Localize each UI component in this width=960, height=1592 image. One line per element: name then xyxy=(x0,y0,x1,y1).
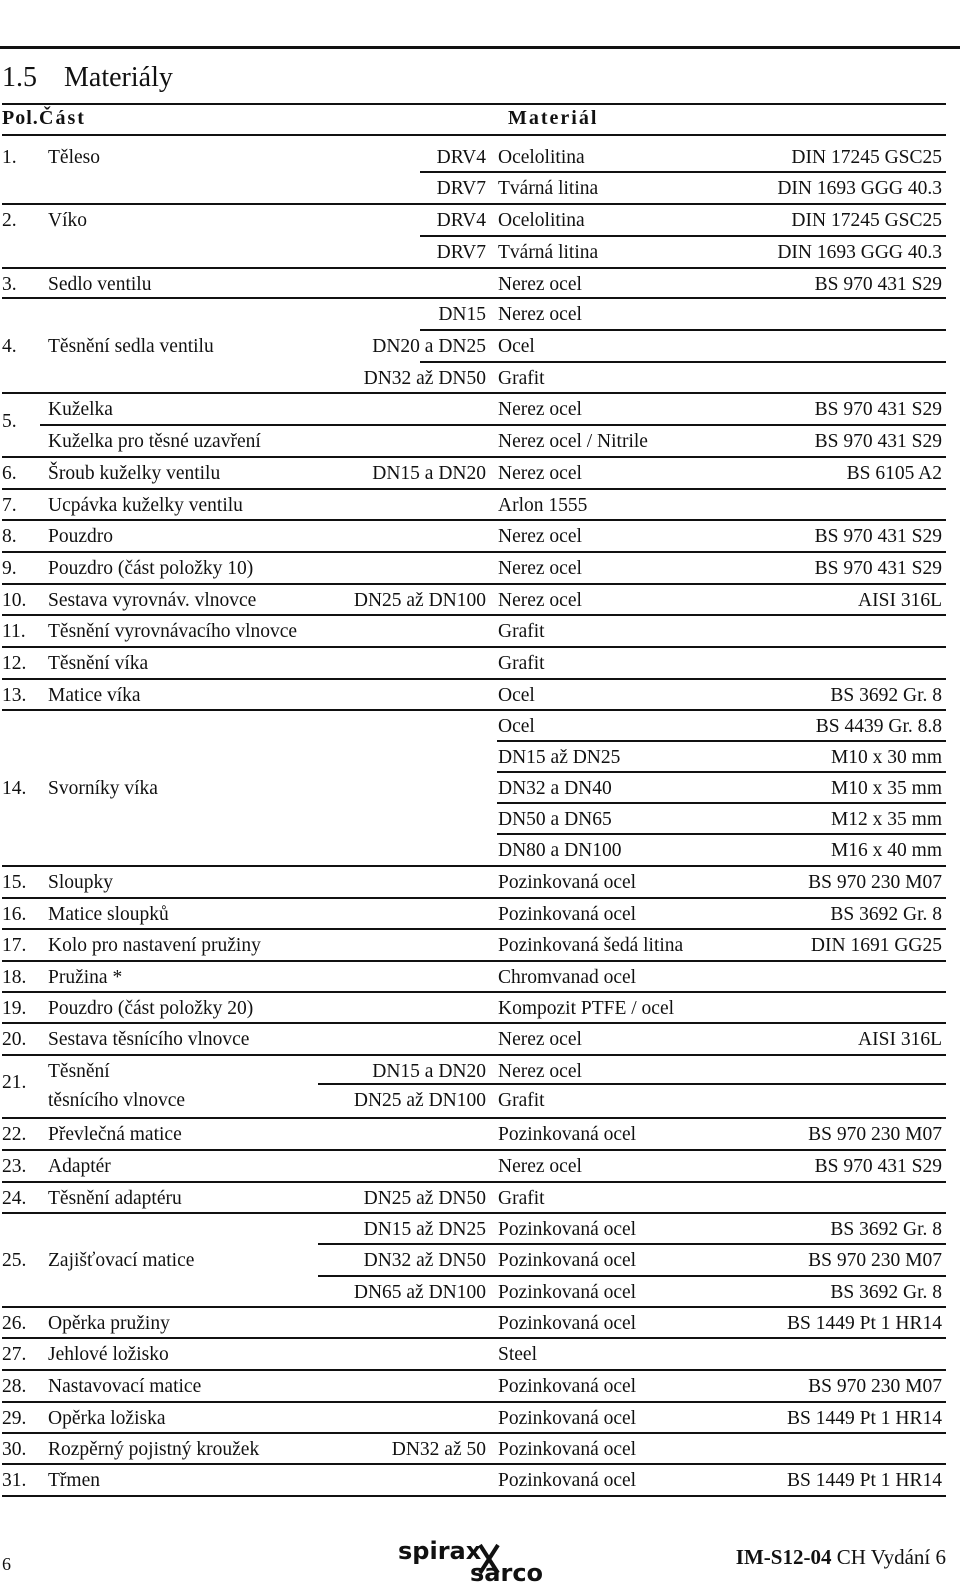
row-rule xyxy=(2,1022,946,1024)
row-material: Grafit xyxy=(498,621,545,642)
row-rule xyxy=(2,1432,946,1434)
row-standard: BS 3692 Gr. 8 xyxy=(830,1219,942,1240)
row-rule xyxy=(2,392,946,394)
row-standard: BS 1449 Pt 1 HR14 xyxy=(787,1470,942,1491)
row-standard: M12 x 35 mm xyxy=(830,809,942,830)
row-part: Jehlové ložisko xyxy=(48,1344,169,1365)
row-position: 27. xyxy=(2,1344,27,1365)
row-rule xyxy=(2,1212,946,1214)
row-standard: BS 970 431 S29 xyxy=(814,431,942,452)
row-rule xyxy=(420,329,946,331)
spirax-sarco-logo xyxy=(398,1537,558,1583)
row-rule xyxy=(318,1275,946,1277)
row-rule xyxy=(318,1243,946,1245)
header-bottom-rule xyxy=(2,134,946,136)
row-position: 25. xyxy=(2,1250,27,1271)
row-material: Nerez ocel xyxy=(498,399,582,420)
row-position: 18. xyxy=(2,967,27,988)
row-material: Grafit xyxy=(498,1090,545,1111)
row-material: Pozinkovaná ocel xyxy=(498,1282,637,1303)
document-reference xyxy=(736,1545,946,1570)
row-rule xyxy=(2,1306,946,1308)
row-part: Pouzdro (část položky 20) xyxy=(48,998,254,1019)
row-material: Pozinkovaná ocel xyxy=(498,1376,637,1397)
row-rule xyxy=(2,678,946,680)
row-material: Tvárná litina xyxy=(498,178,599,199)
row-rule xyxy=(2,614,946,616)
page-number: 6 xyxy=(2,1554,11,1574)
row-position: 22. xyxy=(2,1124,27,1145)
row-part: Svorníky víka xyxy=(48,778,158,799)
row-part: Sestava těsnícího vlnovce xyxy=(48,1029,250,1050)
row-position: 20. xyxy=(2,1029,27,1050)
row-position: 14. xyxy=(2,778,27,799)
row-material: Pozinkovaná ocel xyxy=(498,1250,637,1271)
row-rule xyxy=(497,740,946,742)
row-material: Pozinkovaná ocel xyxy=(498,872,637,893)
row-position: 23. xyxy=(2,1156,27,1177)
row-material: Pozinkovaná ocel xyxy=(498,1439,637,1460)
row-material: Pozinkovaná ocel xyxy=(498,904,637,925)
row-rule xyxy=(2,991,946,993)
row-standard: BS 970 230 M07 xyxy=(808,1124,942,1145)
row-part: Víko xyxy=(48,210,87,231)
row-part: Kolo pro nastavení pružiny xyxy=(48,935,261,956)
row-rule xyxy=(2,1401,946,1403)
row-position: 8. xyxy=(2,526,17,547)
row-rule xyxy=(2,297,946,299)
row-rule xyxy=(420,171,946,173)
row-material: Pozinkovaná ocel xyxy=(498,1408,637,1429)
row-material: Ocel xyxy=(498,336,535,357)
row-part: těsnícího vlnovce xyxy=(48,1090,186,1111)
row-rule xyxy=(2,203,946,205)
row-position: 19. xyxy=(2,998,27,1019)
document-code: IM-S12-04 xyxy=(735,1545,832,1569)
row-rule xyxy=(2,267,946,269)
row-material: DN15 až DN25 xyxy=(498,747,621,768)
row-material: Nerez ocel xyxy=(498,1156,582,1177)
row-size: DN32 až 50 xyxy=(391,1439,486,1460)
section-number: 1.5 xyxy=(2,62,37,93)
row-standard: BS 970 230 M07 xyxy=(808,1250,942,1271)
table-header xyxy=(2,104,952,134)
row-part: Matice víka xyxy=(48,685,141,706)
row-standard: BS 970 431 S29 xyxy=(814,1156,942,1177)
logo-top-text: spirax xyxy=(398,1537,482,1565)
row-material: Chromvanad ocel xyxy=(498,967,637,988)
row-standard: M10 x 30 mm xyxy=(830,747,942,768)
row-part: Sloupky xyxy=(48,872,114,893)
row-material: DN50 a DN65 xyxy=(498,809,612,830)
row-position: 3. xyxy=(2,274,17,295)
row-standard: DIN 17245 GSC25 xyxy=(791,147,942,168)
row-part: Rozpěrný pojistný kroužek xyxy=(48,1439,260,1460)
row-part: Sedlo ventilu xyxy=(48,274,152,295)
row-rule xyxy=(2,1149,946,1151)
row-part: Pouzdro xyxy=(48,526,113,547)
row-size: DRV7 xyxy=(436,178,486,199)
row-standard: DIN 1693 GGG 40.3 xyxy=(777,178,942,199)
row-size: DN15 a DN20 xyxy=(372,1061,486,1082)
row-part: Kuželka xyxy=(48,399,113,420)
row-position: 30. xyxy=(2,1439,27,1460)
row-material: Arlon 1555 xyxy=(498,495,588,516)
row-standard: BS 970 431 S29 xyxy=(814,274,942,295)
row-rule xyxy=(2,960,946,962)
row-rule xyxy=(2,488,946,490)
row-position: 5. xyxy=(2,411,17,432)
row-part: Ucpávka kuželky ventilu xyxy=(48,495,243,516)
row-position: 16. xyxy=(2,904,27,925)
row-size: DN25 až DN100 xyxy=(353,590,486,611)
row-part: Pružina * xyxy=(48,967,123,988)
row-standard: BS 3692 Gr. 8 xyxy=(830,904,942,925)
row-part: Opěrka ložiska xyxy=(48,1408,166,1429)
row-material: Nerez ocel xyxy=(498,1029,582,1050)
row-part: Adaptér xyxy=(48,1156,111,1177)
row-rule xyxy=(497,802,946,804)
row-part: Těsnění adaptéru xyxy=(48,1188,182,1209)
row-material: DN32 a DN40 xyxy=(498,778,612,799)
row-rule xyxy=(497,833,946,835)
row-size: DN32 až DN50 xyxy=(363,368,486,389)
header-pol: Pol. xyxy=(2,107,39,129)
row-rule xyxy=(497,771,946,773)
row-material: Nerez ocel xyxy=(498,1061,582,1082)
row-size: DN32 až DN50 xyxy=(363,1250,486,1271)
row-part: Těsnění xyxy=(48,1061,110,1082)
row-position: 31. xyxy=(2,1470,27,1491)
row-position: 17. xyxy=(2,935,27,956)
row-rule xyxy=(2,928,946,930)
row-part: Zajišťovací matice xyxy=(48,1250,195,1271)
row-rule xyxy=(2,1369,946,1371)
row-material: Nerez ocel xyxy=(498,274,582,295)
row-rule xyxy=(40,424,946,426)
row-material: Pozinkovaná ocel xyxy=(498,1313,637,1334)
row-rule xyxy=(2,456,946,458)
row-standard: BS 3692 Gr. 8 xyxy=(830,1282,942,1303)
row-rule xyxy=(420,361,946,363)
row-material: Grafit xyxy=(498,653,545,674)
row-rule xyxy=(2,646,946,648)
row-position: 9. xyxy=(2,558,17,579)
row-size: DRV4 xyxy=(436,210,486,231)
row-rule xyxy=(2,1054,946,1056)
row-part: Sestava vyrovnáv. vlnovce xyxy=(48,590,257,611)
row-standard: M10 x 35 mm xyxy=(830,778,942,799)
row-position: 4. xyxy=(2,336,17,357)
header-material: Materiál xyxy=(508,107,599,129)
row-material: Pozinkovaná ocel xyxy=(498,1470,637,1491)
row-material: Ocelolitina xyxy=(498,147,585,168)
row-material: Grafit xyxy=(498,368,545,389)
row-material: Nerez ocel xyxy=(498,304,582,325)
row-size: DN20 a DN25 xyxy=(372,336,486,357)
row-size: DN25 až DN100 xyxy=(353,1090,486,1111)
row-size: DRV4 xyxy=(436,147,486,168)
row-standard: DIN 1693 GGG 40.3 xyxy=(777,242,942,263)
row-rule xyxy=(420,235,946,237)
row-part: Těleso xyxy=(48,147,100,168)
row-standard: BS 3692 Gr. 8 xyxy=(830,685,942,706)
row-position: 10. xyxy=(2,590,27,611)
row-standard: M16 x 40 mm xyxy=(830,840,942,861)
row-rule xyxy=(2,1181,946,1183)
row-part: Třmen xyxy=(48,1470,100,1491)
row-material: Nerez ocel xyxy=(498,590,582,611)
row-standard: BS 970 431 S29 xyxy=(814,399,942,420)
row-rule xyxy=(2,583,946,585)
row-rule xyxy=(2,1117,946,1119)
row-size: DN15 xyxy=(438,304,486,325)
row-position: 26. xyxy=(2,1313,27,1334)
row-position: 13. xyxy=(2,685,27,706)
row-material: Pozinkovaná šedá litina xyxy=(498,935,684,956)
section-title-text: Materiály xyxy=(64,62,173,93)
row-position: 2. xyxy=(2,210,17,231)
row-material: Nerez ocel xyxy=(498,526,582,547)
row-material: Tvárná litina xyxy=(498,242,599,263)
row-material: Nerez ocel xyxy=(498,558,582,579)
row-part: Těsnění sedla ventilu xyxy=(48,336,214,357)
row-part: Pouzdro (část položky 10) xyxy=(48,558,254,579)
row-part: Nastavovací matice xyxy=(48,1376,202,1397)
row-position: 1. xyxy=(2,147,17,168)
row-standard: BS 970 230 M07 xyxy=(808,1376,942,1397)
section-title xyxy=(2,60,173,96)
row-position: 21. xyxy=(2,1072,27,1093)
row-material: Pozinkovaná ocel xyxy=(498,1219,637,1240)
row-position: 6. xyxy=(2,463,17,484)
row-standard: BS 4439 Gr. 8.8 xyxy=(815,716,942,737)
row-material: Nerez ocel / Nitrile xyxy=(498,431,648,452)
row-rule xyxy=(2,551,946,553)
row-size: DN25 až DN50 xyxy=(363,1188,486,1209)
row-size: DN15 a DN20 xyxy=(372,463,486,484)
row-size: DN15 až DN25 xyxy=(363,1219,486,1240)
row-material: Steel xyxy=(498,1344,537,1365)
row-position: 15. xyxy=(2,872,27,893)
row-standard: BS 970 230 M07 xyxy=(808,872,942,893)
row-standard: DIN 1691 GG25 xyxy=(810,935,942,956)
row-position: 12. xyxy=(2,653,27,674)
row-part: Kuželka pro těsné uzavření xyxy=(48,431,261,452)
row-standard: BS 970 431 S29 xyxy=(814,558,942,579)
row-material: Ocel xyxy=(498,716,535,737)
row-position: 29. xyxy=(2,1408,27,1429)
row-rule xyxy=(2,519,946,521)
row-part: Matice sloupků xyxy=(48,904,169,925)
row-rule xyxy=(2,897,946,899)
row-position: 24. xyxy=(2,1188,27,1209)
row-material: Ocelolitina xyxy=(498,210,585,231)
row-material: Ocel xyxy=(498,685,535,706)
row-part: Převlečná matice xyxy=(48,1124,182,1145)
row-material: Kompozit PTFE / ocel xyxy=(498,998,675,1019)
logo-bottom-text: sarco xyxy=(470,1559,544,1583)
row-standard: BS 6105 A2 xyxy=(846,463,942,484)
row-size: DN65 až DN100 xyxy=(353,1282,486,1303)
header-part: Část xyxy=(39,107,86,129)
top-rule xyxy=(0,46,960,49)
row-standard: DIN 17245 GSC25 xyxy=(791,210,942,231)
row-standard: BS 1449 Pt 1 HR14 xyxy=(787,1408,942,1429)
row-material: DN80 a DN100 xyxy=(498,840,622,861)
row-material: Grafit xyxy=(498,1188,545,1209)
row-rule xyxy=(318,1083,946,1085)
row-rule xyxy=(2,1463,946,1465)
row-rule xyxy=(2,709,946,711)
row-material: Pozinkovaná ocel xyxy=(498,1124,637,1145)
row-position: 28. xyxy=(2,1376,27,1397)
row-part: Opěrka pružiny xyxy=(48,1313,170,1334)
row-part: Šroub kuželky ventilu xyxy=(48,463,221,484)
row-position: 7. xyxy=(2,495,17,516)
row-standard: BS 970 431 S29 xyxy=(814,526,942,547)
row-part: Těsnění vyrovnávacího vlnovce xyxy=(48,621,298,642)
row-rule xyxy=(2,865,946,867)
row-part: Těsnění víka xyxy=(48,653,149,674)
document-edition: CH Vydání 6 xyxy=(836,1545,946,1569)
row-size: DRV7 xyxy=(436,242,486,263)
row-rule xyxy=(2,1495,946,1497)
row-rule xyxy=(2,1337,946,1339)
row-material: Nerez ocel xyxy=(498,463,582,484)
row-standard: BS 1449 Pt 1 HR14 xyxy=(787,1313,942,1334)
row-standard: AISI 316L xyxy=(858,1029,942,1050)
row-standard: AISI 316L xyxy=(858,590,942,611)
row-position: 11. xyxy=(2,621,26,642)
